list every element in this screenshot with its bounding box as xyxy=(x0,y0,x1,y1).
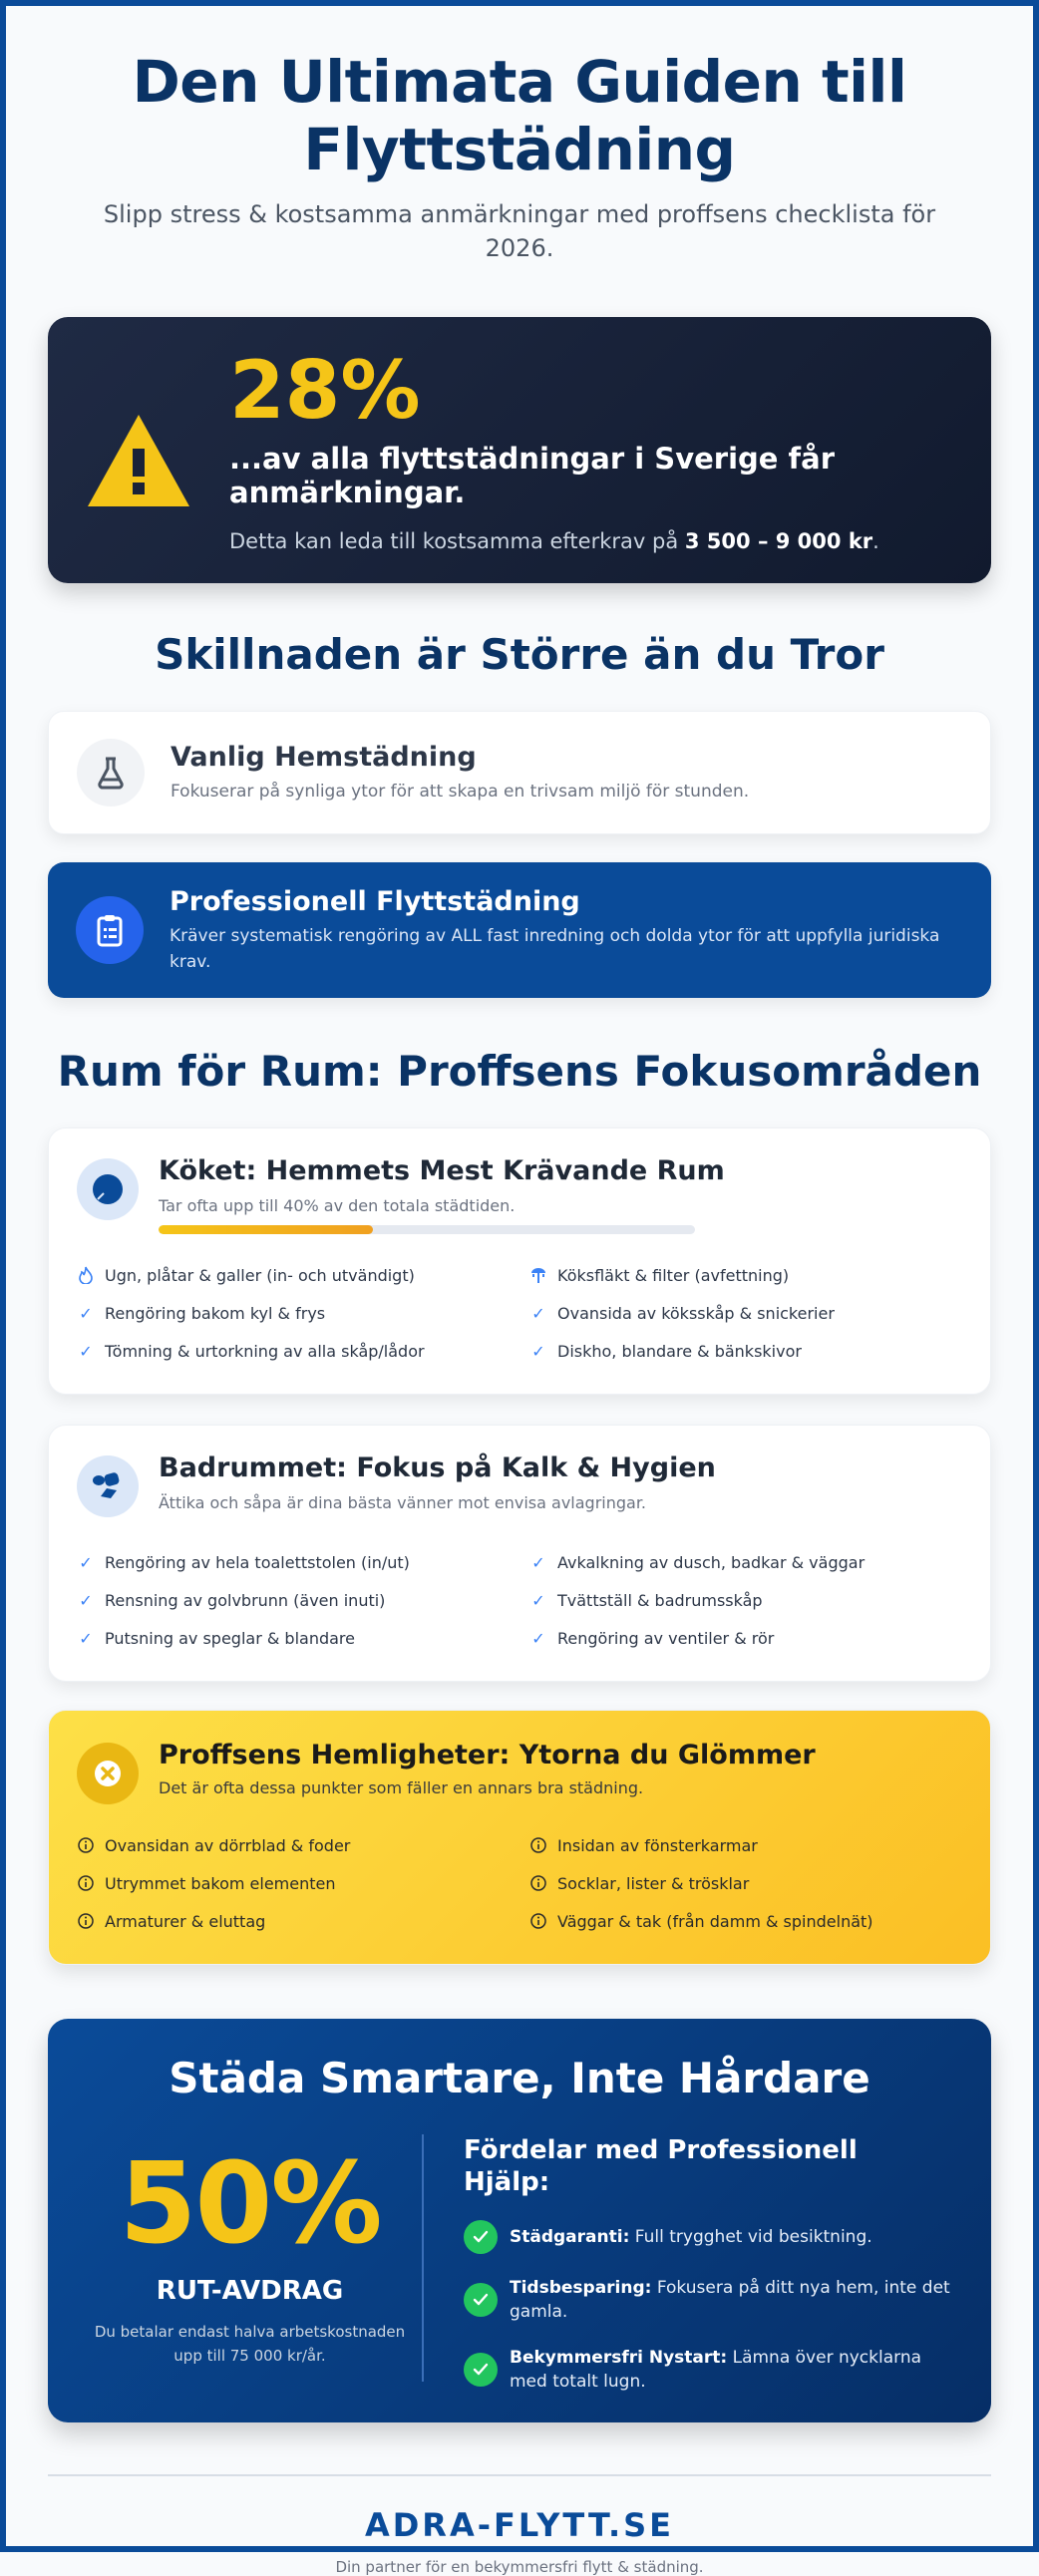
compare-text: Kräver systematisk rengöring av ALL fast inredning och dolda ytor för att uppfylla juridiska krav. xyxy=(170,926,940,972)
item-text: Armaturer & eluttag xyxy=(105,1911,266,1931)
item-text: Insidan av fönsterkarmar xyxy=(557,1835,758,1855)
item-text: Socklar, lister & trösklar xyxy=(557,1873,750,1893)
rooms-title: Rum för Rum: Proffsens Fokusområden xyxy=(57,1047,982,1096)
kitchen-icon xyxy=(77,1158,139,1220)
check-circle-icon xyxy=(464,2283,498,2317)
benefits-block xyxy=(464,2134,951,2394)
benefit-label: Tidsbesparing: xyxy=(510,2278,652,2298)
list-item xyxy=(529,1619,962,1657)
warning-icon xyxy=(84,411,193,510)
item-text: Avkalkning av dusch, badkar & väggar xyxy=(557,1552,866,1572)
infographic-page xyxy=(6,6,1033,2576)
info-icon xyxy=(529,1875,547,1891)
hero xyxy=(48,6,991,265)
check-icon: ✓ xyxy=(79,1590,93,1610)
comparison-title: Skillnaden är Större än du Tror xyxy=(155,630,884,679)
fire-icon xyxy=(77,1266,95,1284)
room-card-kitchen xyxy=(48,1127,991,1395)
compare-card-regular xyxy=(48,711,991,834)
check-icon: ✓ xyxy=(531,1303,545,1323)
page-subtitle: Slipp stress & kostsamma anmärkningar med proffsens checklista för 2026. xyxy=(103,200,936,262)
item-text: Väggar & tak (från damm & spindelnät) xyxy=(557,1911,873,1931)
brand-name: ADRA-FLYTT.SE xyxy=(364,2506,675,2544)
list-item xyxy=(529,1256,962,1294)
rut-block xyxy=(88,2134,412,2394)
cta-card xyxy=(48,2019,991,2422)
checklist xyxy=(77,1256,962,1370)
item-text: Ovansidan av dörrblad & foder xyxy=(105,1835,351,1855)
stat-card xyxy=(48,317,991,583)
compare-card-professional xyxy=(48,862,991,998)
stat-headline: ...av alla flyttstädningar i Sverige får anmärkningar. xyxy=(229,441,836,509)
info-icon xyxy=(77,1913,95,1929)
check-icon: ✓ xyxy=(79,1552,93,1572)
info-icon xyxy=(77,1875,95,1891)
list-item xyxy=(529,1543,962,1581)
benefit-item xyxy=(464,2276,951,2324)
check-icon: ✓ xyxy=(531,1590,545,1610)
stat-amount: 3 500 – 9 000 kr xyxy=(684,528,873,553)
item-text: Utrymmet bakom elementen xyxy=(105,1873,336,1893)
list-item xyxy=(529,1581,962,1619)
fan-icon xyxy=(529,1266,547,1284)
compare-text: Fokuserar på synliga ytor för att skapa en trivsam miljö för stunden. xyxy=(171,782,750,802)
list-item xyxy=(529,1332,962,1370)
item-text: Rengöring av ventiler & rör xyxy=(557,1628,775,1648)
check-icon: ✓ xyxy=(79,1303,93,1323)
item-text: Putsning av speglar & blandare xyxy=(105,1628,355,1648)
rut-value: 50% xyxy=(119,2139,381,2269)
benefit-text: Lämna över nycklarna med totalt lugn. xyxy=(510,2348,922,2392)
room-desc: Tar ofta upp till 40% av den totala städtiden. xyxy=(159,1196,516,1215)
benefit-item xyxy=(464,2220,951,2254)
footer xyxy=(48,2476,991,2576)
item-text: Rengöring av hela toalettstolen (in/ut) xyxy=(105,1552,410,1572)
check-circle-icon xyxy=(464,2353,498,2387)
list-item xyxy=(77,1826,510,1864)
stat-sub xyxy=(229,529,955,553)
stat-content xyxy=(229,343,955,553)
info-icon xyxy=(529,1913,547,1929)
compare-title: Vanlig Hemstädning xyxy=(171,742,477,773)
room-desc: Det är ofta dessa punkter som fäller en annars bra städning. xyxy=(159,1778,644,1797)
cta-title: Städa Smartare, Inte Hårdare xyxy=(169,2054,870,2102)
check-icon: ✓ xyxy=(531,1628,545,1648)
benefit-label: Städgaranti: xyxy=(510,2227,630,2247)
benefit-item xyxy=(464,2346,951,2394)
room-title: Köket: Hemmets Mest Krävande Rum xyxy=(159,1155,725,1186)
rut-label: RUT-AVDRAG xyxy=(156,2276,344,2306)
room-card-bathroom xyxy=(48,1425,991,1682)
page-title: Den Ultimata Guiden till Flyttstädning xyxy=(132,48,907,183)
room-title: Proffsens Hemligheter: Ytorna du Glömmer xyxy=(159,1740,816,1771)
item-text: Tömning & urtorkning av alla skåp/lådor xyxy=(105,1341,425,1361)
benefit-text: Fokusera på ditt nya hem, inte det gamla. xyxy=(510,2278,950,2322)
list-item xyxy=(77,1332,510,1370)
benefit-text: Full trygghet vid besiktning. xyxy=(629,2227,872,2247)
brand-tagline: Din partner för en bekymmersfri flytt & städning. xyxy=(335,2558,704,2576)
clipboard-list-icon xyxy=(76,896,144,964)
benefits-title: Fördelar med Professionell Hjälp: xyxy=(464,2135,858,2197)
flask-icon xyxy=(77,739,145,806)
room-card-secrets xyxy=(48,1710,991,1965)
check-icon: ✓ xyxy=(531,1341,545,1361)
room-desc: Ättika och såpa är dina bästa vänner mot envisa avlagringar. xyxy=(159,1493,647,1512)
item-text: Rengöring bakom kyl & frys xyxy=(105,1303,326,1323)
divider xyxy=(422,2134,424,2382)
check-icon: ✓ xyxy=(531,1552,545,1572)
list-item xyxy=(529,1864,962,1902)
list-item xyxy=(77,1543,510,1581)
rut-desc: Du betalar endast halva arbetskostnaden upp till 75 000 kr/år. xyxy=(94,2323,406,2365)
list-item xyxy=(529,1294,962,1332)
x-circle-icon xyxy=(77,1743,139,1804)
item-text: Diskho, blandare & bänkskivor xyxy=(557,1341,802,1361)
list-item xyxy=(529,1826,962,1864)
item-text: Ugn, plåtar & galler (in- och utvändigt) xyxy=(105,1265,415,1285)
room-title: Badrummet: Fokus på Kalk & Hygien xyxy=(159,1452,716,1483)
info-icon xyxy=(77,1837,95,1853)
item-text: Rensning av golvbrunn (även inuti) xyxy=(105,1590,386,1610)
stat-sub-prefix: Detta kan leda till kostsamma efterkrav på xyxy=(229,528,685,553)
checklist xyxy=(77,1543,962,1657)
check-icon: ✓ xyxy=(79,1341,93,1361)
list-item xyxy=(77,1581,510,1619)
benefit-label: Bekymmersfri Nystart: xyxy=(510,2348,728,2368)
stat-value: 28% xyxy=(229,343,421,437)
item-text: Tvättställ & badrumsskåp xyxy=(557,1590,763,1610)
list-item xyxy=(529,1902,962,1940)
compare-title: Professionell Flyttstädning xyxy=(170,886,580,917)
check-circle-icon xyxy=(464,2220,498,2254)
list-item xyxy=(77,1256,510,1294)
time-progress-bar xyxy=(159,1225,695,1234)
soap-bubbles-icon xyxy=(77,1455,139,1517)
info-icon xyxy=(529,1837,547,1853)
list-item xyxy=(77,1864,510,1902)
list-item xyxy=(77,1619,510,1657)
list-item xyxy=(77,1294,510,1332)
stat-sub-suffix: . xyxy=(872,528,879,553)
item-text: Köksfläkt & filter (avfettning) xyxy=(557,1265,790,1285)
checklist xyxy=(77,1826,962,1940)
item-text: Ovansida av köksskåp & snickerier xyxy=(557,1303,835,1323)
check-icon: ✓ xyxy=(79,1628,93,1648)
list-item xyxy=(77,1902,510,1940)
progress-fill xyxy=(159,1225,373,1234)
